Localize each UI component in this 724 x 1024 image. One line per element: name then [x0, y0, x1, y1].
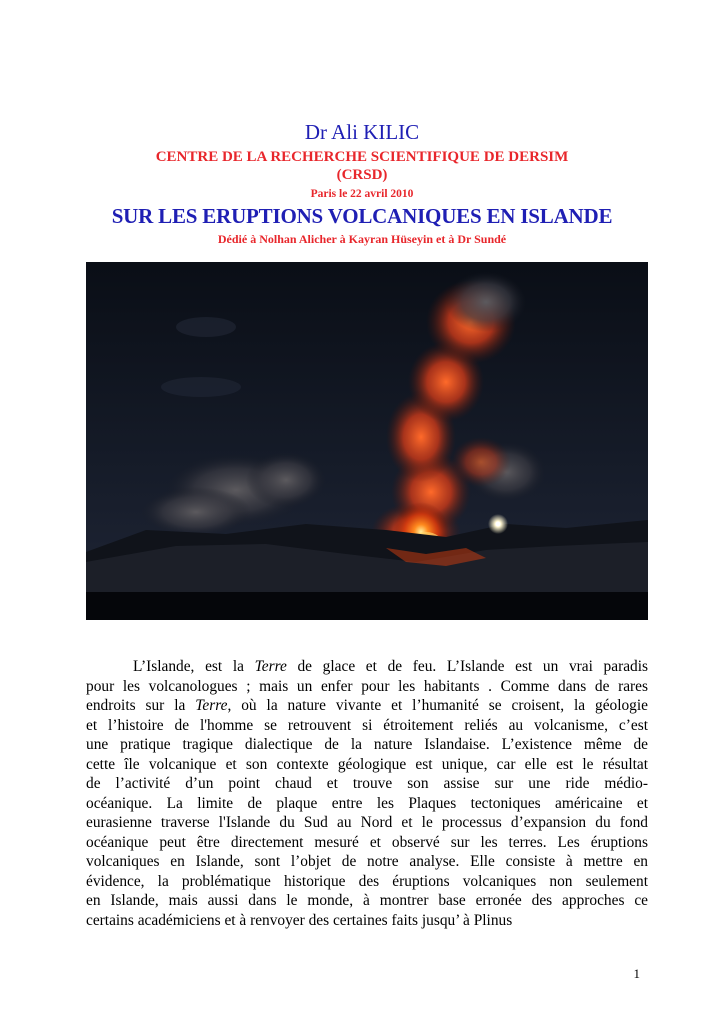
document-date: Paris le 22 avril 2010	[310, 188, 414, 200]
body-line: eurasienne traverse l'Islande du Sud au Nord et le processus d’expansion du fond	[86, 814, 648, 831]
body-line: océanique. La limite de plaque entre les Plaques tectoniques américaine et	[86, 794, 648, 812]
organization-name: CENTRE DE LA RECHERCHE SCIENTIFIQUE DE DERSIM	[155, 149, 569, 165]
body-paragraph	[86, 657, 648, 930]
body-line: évidence, la problématique historique des éruptions volcaniques non seulement	[86, 872, 648, 890]
organization-abbreviation: (CRSD)	[336, 167, 388, 183]
body-line: en Islande, mais aussi dans le monde, à montrer base erronée des approches ce	[86, 892, 648, 909]
body-line: océanique peut être directement mesuré et observé sur les terres. Les éruptions	[86, 833, 648, 851]
body-line: cette île volcanique et son contexte géologique est unique, car elle est le résultat	[86, 755, 648, 773]
body-line: et l’histoire de l'homme se retrouvent si étroitement reliés au volcanisme, c’est	[86, 716, 648, 734]
volcano-eruption-photo	[86, 262, 648, 620]
document-title: SUR LES ERUPTIONS VOLCANIQUES EN ISLANDE	[111, 204, 613, 228]
body-line: volcaniques en Islande, sont l’objet de notre analyse. Elle consiste à mettre en	[86, 853, 648, 870]
body-line: de l’activité d’un point chaud et trouve son assise sur une ride médio-	[86, 775, 648, 792]
body-line: pour les volcanologues ; mais un enfer pour les habitants . Comme dans de rares	[86, 677, 648, 695]
dedication: Dédié à Nolhan Alicher à Kayran Hüseyin et à Dr Sundé	[217, 232, 507, 246]
author-name: Dr Ali KILIC	[304, 120, 420, 144]
body-line: endroits sur la Terre, où la nature vivante et l’humanité se croisent, la géologie	[86, 697, 648, 714]
page-number: 1	[633, 966, 640, 981]
body-line: L’Islande, est la Terre de glace et de feu. L’Islande est un vrai paradis	[133, 658, 649, 675]
body-line: certains académiciens et à renvoyer des certaines faits jusqu’ à Plinus	[86, 911, 513, 929]
body-line: une pratique tragique dialectique de la nature Islandaise. L’existence même de	[86, 736, 648, 753]
